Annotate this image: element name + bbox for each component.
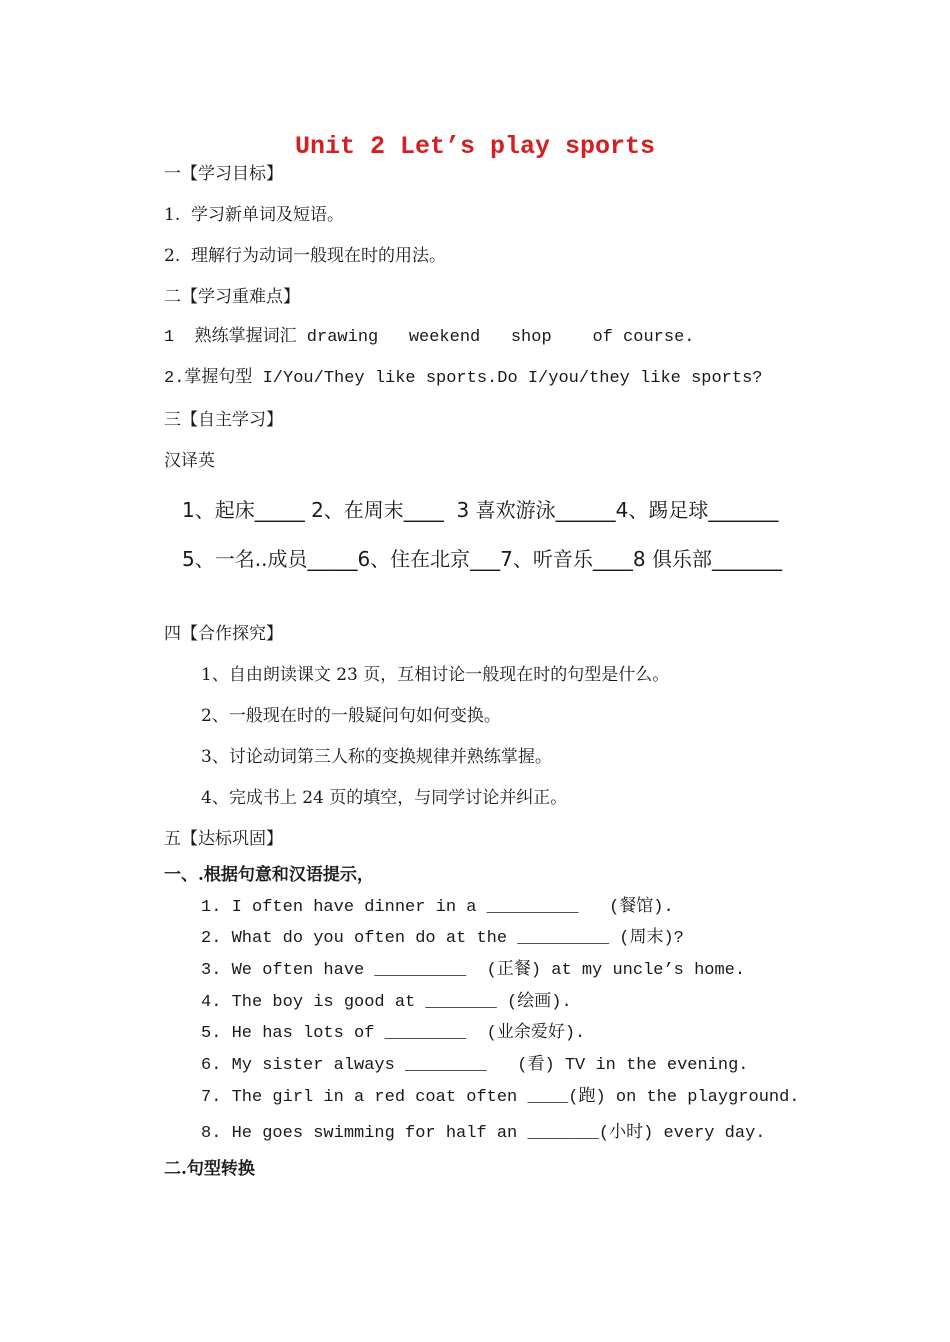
exercise-item-4: 4. The boy is good at _______ (绘画). — [201, 993, 572, 1012]
section-heading-cooperate: 四【合作探究】 — [164, 624, 283, 644]
subheading-sentence-transform: 二.句型转换 — [164, 1159, 255, 1179]
cooperate-item-2: 2、一般现在时的一般疑问句如何变换。 — [201, 706, 501, 726]
goal-item-1: 1. 学习新单词及短语。 — [164, 205, 345, 225]
exercise-item-5: 5. He has lots of ________ (业余爱好). — [201, 1024, 586, 1043]
subheading-translate: 汉译英 — [164, 451, 215, 471]
exercise-item-1: 1. I often have dinner in a _________ (餐馆). — [201, 898, 674, 917]
exercise-item-7: 7. The girl in a red coat often ____(跑) on the playground. — [201, 1088, 800, 1107]
section-heading-consolidate: 五【达标巩固】 — [164, 829, 283, 849]
exercise-item-6: 6. My sister always ________ (看) TV in the evening. — [201, 1056, 749, 1075]
cooperate-item-3: 3、讨论动词第三人称的变换规律并熟练掌握。 — [201, 747, 552, 767]
cooperate-item-4: 4、完成书上 24 页的填空，与同学讨论并纠正。 — [201, 788, 568, 808]
page-title: Unit 2 Let’s play sports — [294, 132, 656, 161]
cooperate-item-1: 1、自由朗读课文 23 页，互相讨论一般现在时的句型是什么。 — [201, 665, 670, 685]
section-heading-self-study: 三【自主学习】 — [164, 410, 283, 430]
key-point-2: 2.掌握句型 I/You/They like sports.Do I/you/they like sports? — [164, 369, 763, 388]
exercise-item-3: 3. We often have _________ (正餐) at my uncle’s home. — [201, 961, 746, 980]
goal-item-2: 2. 理解行为动词一般现在时的用法。 — [164, 246, 447, 266]
translate-row-2: 5、一名..成员_____6、住在北京___7、听音乐____8 俱乐部_______ — [182, 547, 782, 571]
section-heading-key-points: 二【学习重难点】 — [164, 287, 300, 307]
translate-row-1: 1、起床_____ 2、在周末____ 3 喜欢游泳______4、踢足球_______ — [182, 498, 779, 522]
section-heading-goals: 一【学习目标】 — [164, 164, 283, 184]
key-point-1: 1 熟练掌握词汇 drawing weekend shop of course. — [164, 328, 695, 347]
exercise-item-8: 8. He goes swimming for half an _______(小时) every day. — [201, 1124, 766, 1143]
exercise-item-2: 2. What do you often do at the _________ (周末)? — [201, 929, 684, 948]
subheading-fill-in: 一、.根据句意和汉语提示， — [164, 865, 374, 885]
